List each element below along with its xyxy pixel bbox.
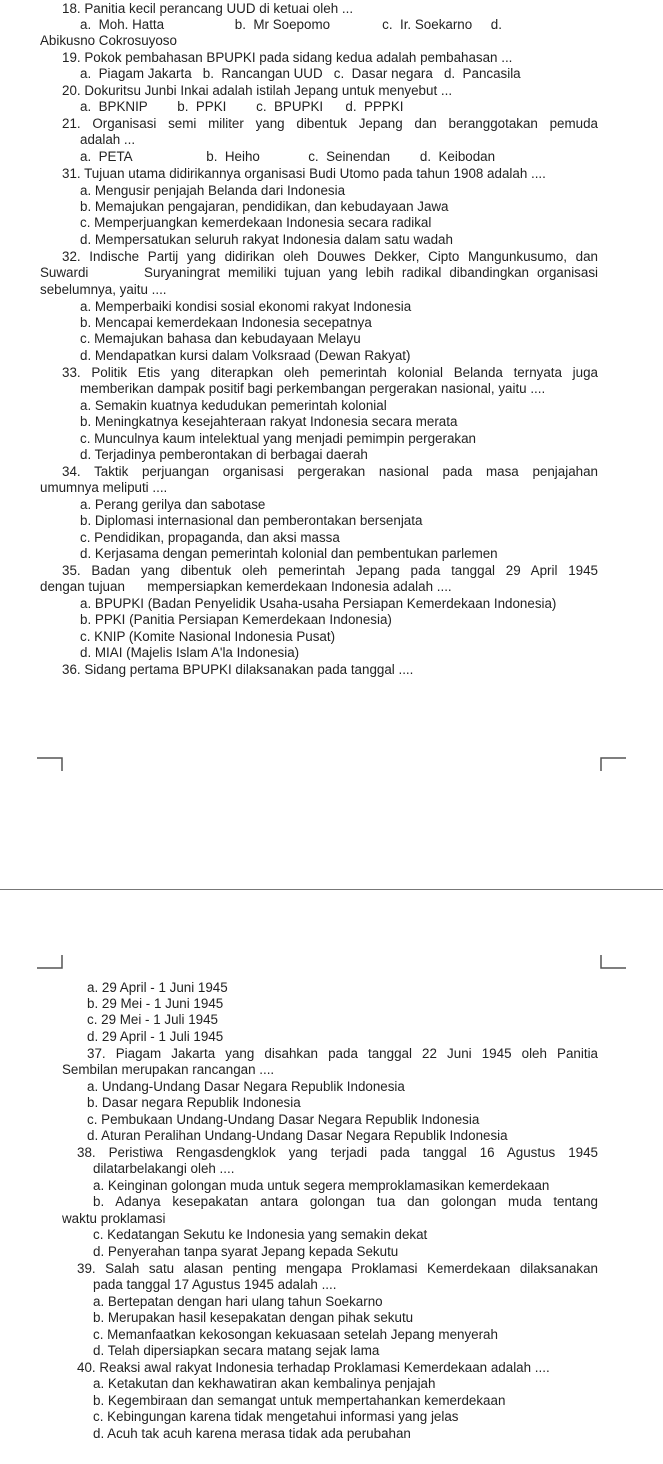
- option-33d: d. Terjadinya pemberontakan di berbagai daerah: [80, 447, 368, 462]
- option-35a: a. BPUPKI (Badan Penyelidik Usaha-usaha Persiapan Kemerdekaan Indonesia): [80, 596, 557, 611]
- option-33c: c. Munculnya kaum intelektual yang menjadi pemimpin pergerakan: [80, 431, 476, 446]
- options-18: a. Moh. Hatta b. Mr Soepomo c. Ir. Soekarno d.: [80, 17, 502, 32]
- question-37: 37. Piagam Jakarta yang disahkan pada tanggal 22 Juni 1945 oleh Panitia: [87, 1046, 598, 1061]
- option-38b: b. Adanya kesepakatan antara golongan tua dan golongan muda tentang: [93, 1194, 598, 1209]
- option-31c: c. Memperjuangkan kemerdekaan Indonesia secara radikal: [80, 215, 432, 230]
- question-38-cont: dilatarbelakangi oleh ....: [93, 1161, 235, 1176]
- option-31b: b. Memajukan pengajaran, pendidikan, dan kebudayaan Jawa: [80, 199, 449, 214]
- option-34b: b. Diplomasi internasional dan pemberontakan bersenjata: [80, 513, 423, 528]
- options-19: a. Piagam Jakarta b. Rancangan UUD c. Dasar negara d. Pancasila: [80, 66, 521, 81]
- option-37d: d. Aturan Peralihan Undang-Undang Dasar Negara Republik Indonesia: [87, 1128, 508, 1143]
- question-39: 39. Salah satu alasan penting mengapa Proklamasi Kemerdekaan dilaksanakan: [77, 1261, 598, 1276]
- option-32a: a. Memperbaiki kondisi sosial ekonomi rakyat Indonesia: [80, 299, 412, 314]
- question-20: 20. Dokuritsu Junbi Inkai adalah istilah Jepang untuk menyebut ...: [62, 83, 453, 98]
- question-32-cont2: sebelumnya, yaitu ....: [40, 282, 167, 297]
- option-32d: d. Mendapatkan kursi dalam Volksraad (Dewan Rakyat): [80, 348, 411, 363]
- question-35: 35. Badan yang dibentuk oleh pemerintah Jepang pada tanggal 29 April 1945: [62, 563, 598, 578]
- option-39c: c. Memanfaatkan kekosongan kekuasaan setelah Jepang menyerah: [93, 1327, 498, 1342]
- option-35b: b. PPKI (Panitia Persiapan Kemerdekaan Indonesia): [80, 612, 392, 627]
- option-37b: b. Dasar negara Republik Indonesia: [87, 1095, 301, 1110]
- option-33b: b. Meningkatnya kesejahteraan rakyat Indonesia secara merata: [80, 414, 458, 429]
- question-39-cont: pada tanggal 17 Agustus 1945 adalah ....: [93, 1277, 337, 1292]
- question-31: 31. Tujuan utama didirikannya organisasi Budi Utomo pada tahun 1908 adalah ....: [62, 166, 546, 181]
- option-39b: b. Merupakan hasil kesepakatan dengan pihak sekutu: [93, 1310, 414, 1325]
- option-40d: d. Acuh tak acuh karena merasa tidak ada perubahan: [93, 1426, 411, 1441]
- question-35-cont: dengan tujuan mempersiapkan kemerdekaan Indonesia adalah ....: [40, 579, 452, 594]
- question-18: 18. Panitia kecil perancang UUD di ketuai oleh ...: [62, 1, 354, 16]
- option-36d: d. 29 April - 1 Juli 1945: [87, 1029, 224, 1044]
- question-37-cont: Sembilan merupakan rancangan ....: [62, 1062, 275, 1077]
- option-32c: c. Memajukan bahasa dan kebudayaan Melayu: [80, 331, 361, 346]
- option-40b: b. Kegembiraan dan semangat untuk mempertahankan kemerdekaan: [93, 1393, 506, 1408]
- viewfinder-corner-icon: [600, 757, 626, 771]
- option-39d: d. Telah dipersiapkan secara matang sejak lama: [93, 1343, 380, 1358]
- question-21-cont: adalah ...: [80, 132, 136, 147]
- question-33: 33. Politik Etis yang diterapkan oleh pemerintah kolonial Belanda ternyata juga: [62, 365, 598, 380]
- question-34-cont: umumnya meliputi ....: [40, 480, 168, 495]
- page-divider: [0, 889, 663, 890]
- question-40: 40. Reaksi awal rakyat Indonesia terhadap Proklamasi Kemerdekaan adalah ....: [77, 1360, 550, 1375]
- option-38c: c. Kedatangan Sekutu ke Indonesia yang semakin dekat: [93, 1227, 428, 1242]
- options-21: a. PETA b. Heiho c. Seinendan d. Keibodan: [80, 149, 496, 164]
- question-34: 34. Taktik perjuangan organisasi pergerakan nasional pada masa penjajahan: [62, 464, 598, 479]
- options-20: a. BPKNIP b. PPKI c. BPUPKI d. PPPKI: [80, 99, 404, 114]
- question-32: 32. Indische Partij yang didirikan oleh Douwes Dekker, Cipto Mangunkusumo, dan: [62, 249, 598, 264]
- option-39a: a. Bertepatan dengan hari ulang tahun Soekarno: [93, 1294, 383, 1309]
- question-19: 19. Pokok pembahasan BPUPKI pada sidang kedua adalah pembahasan ...: [62, 50, 513, 65]
- question-33-cont: memberikan dampak positif bagi perkembangan pergerakan nasional, yaitu ....: [80, 381, 546, 396]
- question-36: 36. Sidang pertama BPUPKI dilaksanakan pada tanggal ....: [62, 662, 414, 677]
- option-40c: c. Kebingungan karena tidak mengetahui informasi yang jelas: [93, 1409, 459, 1424]
- option-35d: d. MIAI (Majelis Islam A'la Indonesia): [80, 645, 300, 660]
- option-38a: a. Keinginan golongan muda untuk segera memproklamasikan kemerdekaan: [93, 1178, 550, 1193]
- option-32b: b. Mencapai kemerdekaan Indonesia secepatnya: [80, 315, 372, 330]
- option-34c: c. Pendidikan, propaganda, dan aksi massa: [80, 530, 340, 545]
- option-31a: a. Mengusir penjajah Belanda dari Indonesia: [80, 183, 346, 198]
- viewfinder-corner-icon: [37, 955, 63, 969]
- question-32-cont: Suwardi Suryaningrat memiliki tujuan yang lebih radikal dibandingkan organisasi: [40, 265, 598, 280]
- options-18-cont: Abikusno Cokrosuyoso: [40, 33, 177, 48]
- question-38: 38. Peristiwa Rengasdengklok yang terjadi pada tanggal 16 Agustus 1945: [77, 1145, 598, 1160]
- option-35c: c. KNIP (Komite Nasional Indonesia Pusat): [80, 629, 336, 644]
- option-31d: d. Mempersatukan seluruh rakyat Indonesia dalam satu wadah: [80, 232, 453, 247]
- option-38b-cont: waktu proklamasi: [62, 1211, 166, 1226]
- option-37c: c. Pembukaan Undang-Undang Dasar Negara Republik Indonesia: [87, 1112, 480, 1127]
- option-36c: c. 29 Mei - 1 Juli 1945: [87, 1012, 218, 1027]
- option-34d: d. Kerjasama dengan pemerintah kolonial dan pembentukan parlemen: [80, 546, 498, 561]
- option-38d: d. Penyerahan tanpa syarat Jepang kepada Sekutu: [93, 1244, 399, 1259]
- option-40a: a. Ketakutan dan kekhawatiran akan kembalinya penjajah: [93, 1376, 436, 1391]
- option-34a: a. Perang gerilya dan sabotase: [80, 497, 266, 512]
- option-36b: b. 29 Mei - 1 Juni 1945: [87, 996, 224, 1011]
- option-33a: a. Semakin kuatnya kedudukan pemerintah kolonial: [80, 398, 387, 413]
- viewfinder-corner-icon: [600, 955, 626, 969]
- question-21: 21. Organisasi semi militer yang dibentuk Jepang dan beranggotakan pemuda: [62, 116, 598, 131]
- option-37a: a. Undang-Undang Dasar Negara Republik Indonesia: [87, 1079, 405, 1094]
- viewfinder-corner-icon: [37, 757, 63, 771]
- option-36a: a. 29 April - 1 Juni 1945: [87, 980, 228, 995]
